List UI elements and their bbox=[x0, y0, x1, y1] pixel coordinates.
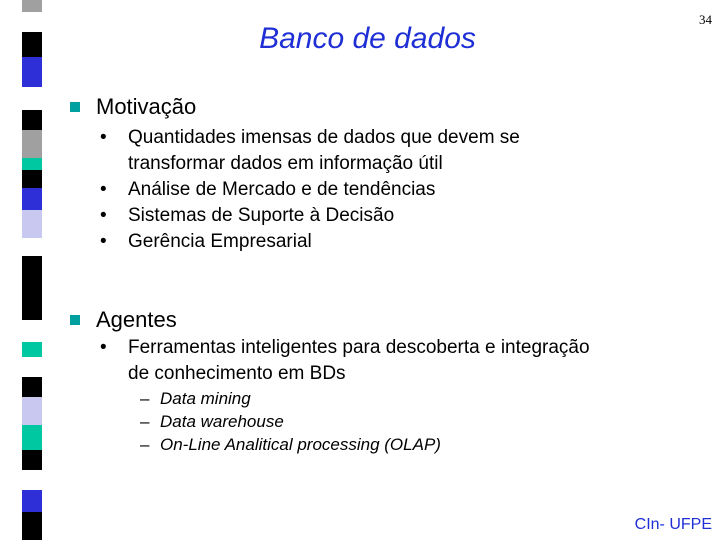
sublist-item: – On-Line Analitical processing (OLAP) bbox=[140, 435, 441, 454]
section-heading: Agentes bbox=[96, 307, 177, 332]
dash-icon: – bbox=[140, 435, 150, 454]
decorative-sidebar bbox=[22, 0, 42, 540]
sidebar-segment bbox=[22, 397, 42, 425]
sidebar-segment bbox=[22, 57, 42, 87]
dash-icon: – bbox=[140, 412, 150, 431]
sidebar-segment bbox=[22, 320, 42, 342]
sidebar-segment bbox=[22, 0, 42, 12]
sidebar-segment bbox=[22, 110, 42, 130]
page-number: 34 bbox=[699, 12, 712, 27]
bullet-dot-icon: • bbox=[100, 127, 107, 148]
agentes-list bbox=[100, 335, 590, 387]
bullet-dot-icon: • bbox=[100, 231, 107, 252]
sidebar-segment bbox=[22, 512, 42, 540]
dash-icon: – bbox=[140, 389, 150, 408]
sublist-item: – Data mining bbox=[140, 389, 251, 408]
list-item: • Gerência Empresarial bbox=[100, 229, 520, 255]
sidebar-segment bbox=[22, 87, 42, 110]
sidebar-segment bbox=[22, 170, 42, 188]
bullet-dot-icon: • bbox=[100, 205, 107, 226]
sidebar-segment bbox=[22, 130, 42, 158]
list-item: • Quantidades imensas de dados que devem se bbox=[100, 125, 520, 151]
sidebar-segment bbox=[22, 425, 42, 450]
motivacao-list bbox=[100, 125, 520, 255]
sidebar-segment bbox=[22, 256, 42, 280]
agentes-sublist bbox=[140, 387, 441, 456]
bullet-dot-icon: • bbox=[100, 179, 107, 200]
section-agentes bbox=[70, 307, 177, 333]
footer-label: CIn- UFPE bbox=[634, 516, 712, 533]
sidebar-segment bbox=[22, 188, 42, 210]
slide-title: Banco de dados bbox=[259, 22, 476, 55]
list-item: • Análise de Mercado e de tendências bbox=[100, 177, 520, 203]
list-item: • Sistemas de Suporte à Decisão bbox=[100, 203, 520, 229]
sidebar-segment bbox=[22, 450, 42, 470]
sidebar-segment bbox=[22, 377, 42, 397]
sidebar-segment bbox=[22, 238, 42, 256]
list-item-continuation: de conhecimento em BDs bbox=[128, 363, 346, 384]
sidebar-segment bbox=[22, 490, 42, 512]
square-bullet-icon bbox=[70, 315, 80, 325]
square-bullet-icon bbox=[70, 102, 80, 112]
sidebar-segment bbox=[22, 280, 42, 320]
sidebar-segment bbox=[22, 357, 42, 377]
sidebar-segment bbox=[22, 342, 42, 357]
sidebar-segment bbox=[22, 210, 42, 238]
list-item: • Ferramentas inteligentes para descoberta e integração bbox=[100, 335, 590, 361]
list-item-continuation: transformar dados em informação útil bbox=[128, 153, 443, 174]
section-motivacao bbox=[70, 94, 196, 120]
sublist-item: – Data warehouse bbox=[140, 412, 284, 431]
sidebar-segment bbox=[22, 158, 42, 170]
bullet-dot-icon: • bbox=[100, 337, 107, 358]
sidebar-segment bbox=[22, 470, 42, 490]
section-heading: Motivação bbox=[96, 94, 197, 119]
